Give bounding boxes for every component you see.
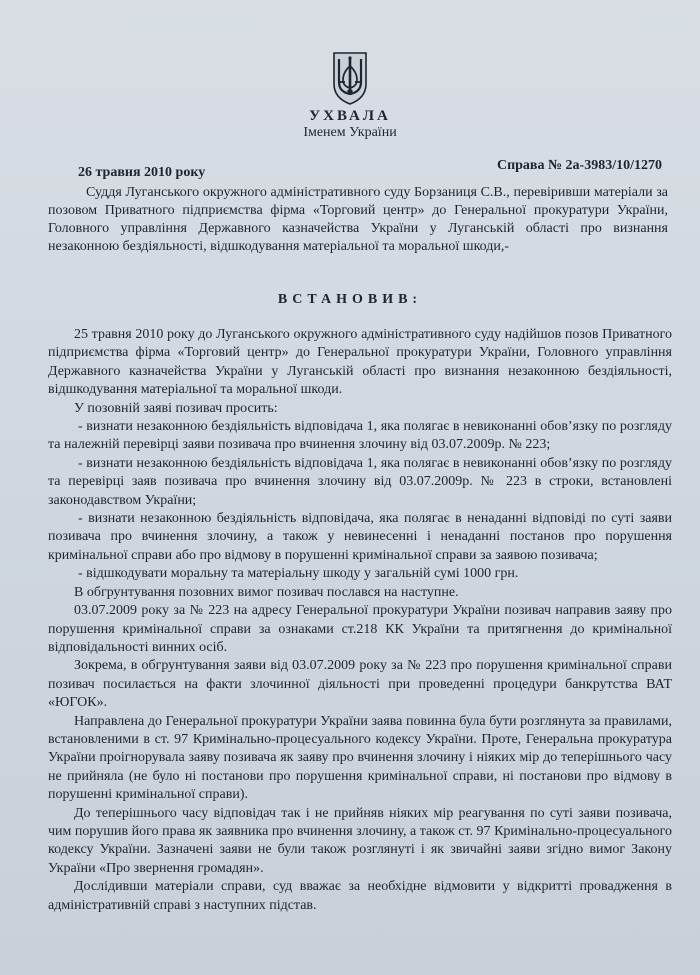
- body-paragraph: Дослідивши матеріали справи, суд вважає за необхідне відмовити у відкритті провадження в адміністративній справі з наступних підстав.: [48, 879, 672, 913]
- claim-item: - визнати незаконною бездіяльність відповідача 1, яка полягає в невиконанні обов’язку по розгляду та перевірці заяв позивача про вчинення злочину від 03.07.2009р. № 223 в строки, встановлені законодавством України;: [48, 455, 672, 508]
- body-paragraph: Направлена до Генеральної прокуратури України заява повинна була бути розглянута за правилами, встановленими в ст. 97 Кримінально-процесуального кодексу України. Проте, Генеральна прокуратура України проігнорувала заяву позивача як заяву про вчинення злочину і ніяких мір до теперішнього часу не прийняла (не було ні постанови про порушення кримінальної справи, ні постанови про відмову в порушенні кримінальної справи).: [48, 713, 672, 803]
- body-paragraph: Зокрема, в обгрунтування заяви від 03.07.2009 року за № 223 про порушення кримінальної справи позивач посилається на факти злочинної діяльності при проведенні процедури банкрутства ВАТ «ЮГОК».: [48, 658, 672, 711]
- claim-item: - визнати незаконною бездіяльність відповідача, яка полягає в ненаданні відповіді по суті заяви позивача про вчинення злочину, а також у невинесенні і ненаданні постанов про порушення кримінальної справи або про відмову в порушенні кримінальної справи за заявою позивача;: [48, 511, 672, 563]
- body-paragraph: В обгрунтування позовних вимог позивач послався на наступне.: [74, 584, 459, 600]
- claim-item: - відшкодувати моральну та матеріальну шкоду у загальній сумі 1000 грн.: [78, 566, 519, 582]
- claim-item: - визнати незаконною бездіяльність відповідача 1, яка полягає в невиконанні обов’язку по розгляду та належній перевірці заяви позивача про вчинення злочину від 03.07.2009р. № 223;: [48, 419, 672, 453]
- document-header: [0, 50, 700, 141]
- body-paragraph: У позовній заяві позивач просить:: [74, 400, 278, 416]
- case-number: Справа № 2а-3983/10/1270: [496, 158, 662, 173]
- trident-coat-of-arms-icon: [331, 50, 369, 106]
- body-paragraph: До теперішнього часу відповідач так і не прийняв ніяких мір реагування по суті заяви позивача, чим порушив його права як заявника про вчинення злочину, а також ст. 97 Кримінально-процесуального кодексу України. Зазначені заяви не були також розглянуті і як звичайні заяви згідно вимог Закону України «Про звернення громадян».: [48, 805, 672, 876]
- body-paragraph: 25 травня 2010 року до Луганського окружного адміністративного суду надійшов позов Приватного підприємства фірма «Торговий центр» до Генеральної прокуратури України, Головного управління Державного казначейства України у Луганській області про визнання незаконною бездіяльності, відшкодування матеріальної та моральної шкоди.: [48, 327, 672, 398]
- body-paragraph: 03.07.2009 року за № 223 на адресу Генеральної прокуратури України позивач направив заяву про порушення кримінальної справи за ознаками ст.218 КК України та притягнення до кримінальної відповідальності винних осіб.: [48, 603, 672, 655]
- document-subtitle: Іменем України: [303, 125, 397, 140]
- document-body: [48, 326, 672, 915]
- document-title: УХВАЛА: [309, 108, 391, 124]
- document-date: 26 травня 2010 року: [78, 165, 206, 180]
- section-heading: ВСТАНОВИВ:: [277, 292, 423, 307]
- intro-paragraph: Суддя Луганського окружного адміністративного суду Борзаниця С.В., перевіривши матеріали за позовом Приватного підприємства фірма «Торговий центр» до Генеральної прокуратури України, Головного управління Державного казначейства України у Луганській області про визнання незаконною бездіяльності, відшкодування матеріальної та моральної шкоди,-: [48, 185, 668, 254]
